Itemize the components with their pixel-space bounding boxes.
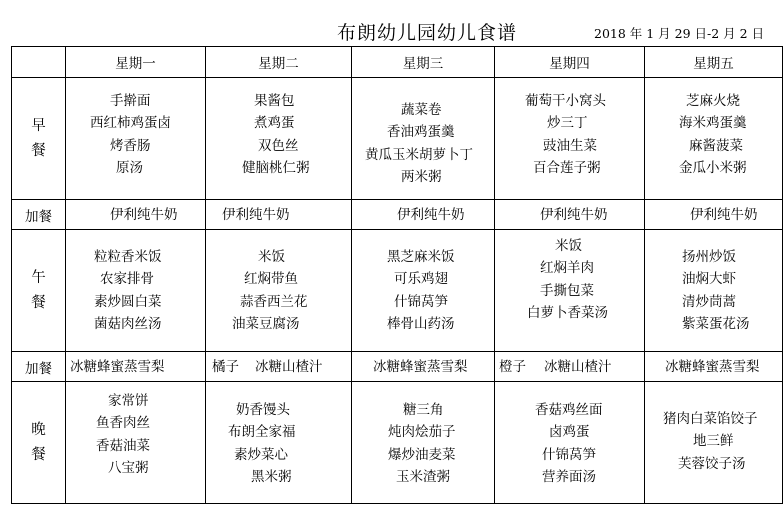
dish: 手擀面 <box>110 92 151 109</box>
dish: 炒三丁 <box>547 115 588 131</box>
meal-label-char: 餐 <box>31 294 46 311</box>
snack-item: 冰糖蜂蜜蒸雪梨 <box>373 358 468 375</box>
snack-item: 冰糖山楂汁 <box>544 358 612 375</box>
lunch-cell-thu <box>495 230 645 352</box>
meal-label-char: 餐 <box>31 142 46 159</box>
snack-label-text: 加餐 <box>25 360 52 377</box>
dinner-cell-thu <box>495 382 645 504</box>
dish: 什锦莴笋 <box>394 293 448 310</box>
dish: 健脑桃仁粥 <box>242 160 310 176</box>
snack-item: 橘子 <box>212 358 239 375</box>
menu-table <box>11 46 783 504</box>
dish: 油焖大虾 <box>682 271 736 287</box>
snack-cell-fri <box>645 200 783 230</box>
breakfast-row <box>12 78 783 200</box>
dish: 菌菇肉丝汤 <box>94 316 162 332</box>
snack-cell-mon <box>66 352 206 382</box>
snack-item: 冰糖山楂汁 <box>255 358 323 375</box>
dinner-cell-wed <box>352 382 495 504</box>
breakfast-cell-thu <box>495 78 645 200</box>
dish: 红焖带鱼 <box>244 271 298 287</box>
snack-cell-thu <box>495 200 645 230</box>
dish: 八宝粥 <box>108 460 149 476</box>
dish: 煮鸡蛋 <box>254 115 295 131</box>
dish: 营养面汤 <box>542 469 596 485</box>
meal-label-char: 午 <box>31 269 46 286</box>
dish: 什锦莴笋 <box>542 446 596 463</box>
meal-label-char: 晚 <box>31 421 46 438</box>
dish: 两米粥 <box>401 169 442 185</box>
dish: 爆炒油麦菜 <box>388 446 456 463</box>
dish: 烤香肠 <box>110 137 151 154</box>
dish: 卤鸡蛋 <box>549 424 590 440</box>
dish: 黄瓜玉米胡萝卜丁 <box>365 146 473 163</box>
dish: 百合莲子粥 <box>533 160 601 176</box>
day-header <box>206 47 352 78</box>
dish: 粒粒香米饭 <box>94 248 162 265</box>
dish: 黑芝麻米饭 <box>387 248 455 265</box>
dinner-cell-mon <box>66 382 206 504</box>
snack-label <box>12 200 66 230</box>
dish: 香菇鸡丝面 <box>535 401 603 418</box>
dish: 鱼香肉丝 <box>96 415 150 431</box>
day-header <box>495 47 645 78</box>
dish: 素炒圆白菜 <box>94 293 162 310</box>
dish: 油菜豆腐汤 <box>232 316 300 332</box>
snack-label-text: 加餐 <box>25 208 52 225</box>
snack-item: 橙子 <box>499 358 526 375</box>
dish: 素炒菜心 <box>234 446 288 463</box>
dish: 棒骨山药汤 <box>387 316 455 332</box>
snack-label <box>12 352 66 382</box>
dish: 原汤 <box>116 160 143 176</box>
snack-cell-mon <box>66 200 206 230</box>
dish: 米饭 <box>555 237 582 254</box>
dish: 布朗全家福 <box>228 424 296 440</box>
dish: 家常饼 <box>108 392 149 409</box>
dish: 紫菜蛋花汤 <box>682 316 750 332</box>
breakfast-cell-mon <box>66 78 206 200</box>
corner-cell <box>12 47 66 78</box>
dish: 蒜香西兰花 <box>240 293 308 310</box>
lunch-label <box>12 230 66 352</box>
snack-item: 冰糖蜂蜜蒸雪梨 <box>70 358 165 375</box>
lunch-row <box>12 230 783 352</box>
dish: 猪肉白菜馅饺子 <box>663 410 758 427</box>
dish: 海米鸡蛋羹 <box>679 115 747 131</box>
day-header-label: 星期五 <box>693 56 734 72</box>
date-range: 2018 年 1 月 29 日-2 月 2 日 <box>594 26 765 41</box>
snack-cell-tue <box>206 200 352 230</box>
dish: 米饭 <box>258 248 285 265</box>
dish: 香菇油菜 <box>96 437 150 454</box>
dish: 黑米粥 <box>251 469 292 485</box>
meal-label-char: 餐 <box>31 446 46 463</box>
dish: 香油鸡蛋羹 <box>387 124 455 140</box>
dish: 手撕包菜 <box>540 282 594 299</box>
breakfast-cell-fri <box>645 78 783 200</box>
dish: 奶香馒头 <box>236 401 290 418</box>
lunch-cell-wed <box>352 230 495 352</box>
dish: 芙蓉饺子汤 <box>678 455 746 472</box>
dish: 麻酱菠菜 <box>689 137 743 154</box>
dish: 地三鲜 <box>693 433 734 450</box>
dinner-cell-tue <box>206 382 352 504</box>
breakfast-cell-wed <box>352 78 495 200</box>
snack-item: 冰糖蜂蜜蒸雪梨 <box>665 358 760 375</box>
snack-item: 伊利纯牛奶 <box>110 206 178 223</box>
dish: 糖三角 <box>403 401 444 418</box>
snack-cell-tue <box>206 352 352 382</box>
dish: 金瓜小米粥 <box>679 160 747 176</box>
dish: 果酱包 <box>254 92 295 109</box>
dish: 豉油生菜 <box>543 137 597 154</box>
snack-cell-thu <box>495 352 645 382</box>
day-header <box>66 47 206 78</box>
day-header-label: 星期三 <box>402 56 444 72</box>
breakfast-label <box>12 78 66 200</box>
page-title: 布朗幼儿园幼儿食谱 <box>337 22 518 44</box>
snack-row-morning <box>12 200 783 230</box>
lunch-cell-mon <box>66 230 206 352</box>
snack-row-afternoon <box>12 352 783 382</box>
dinner-label <box>12 382 66 504</box>
dish: 双色丝 <box>258 137 299 154</box>
day-header <box>352 47 495 78</box>
breakfast-cell-tue <box>206 78 352 200</box>
dish: 芝麻火烧 <box>686 92 740 109</box>
dish: 扬州炒饭 <box>682 248 736 265</box>
dish: 红焖羊肉 <box>540 260 594 276</box>
dish: 清炒茼蒿 <box>682 293 736 310</box>
snack-item: 伊利纯牛奶 <box>540 206 608 223</box>
day-header-label: 星期一 <box>115 56 156 72</box>
lunch-cell-fri <box>645 230 783 352</box>
meal-label-char: 早 <box>31 117 46 134</box>
snack-item: 伊利纯牛奶 <box>397 206 465 223</box>
dinner-cell-fri <box>645 382 783 504</box>
dish: 农家排骨 <box>100 271 154 287</box>
dish: 可乐鸡翅 <box>394 271 448 287</box>
day-header-label: 星期四 <box>549 56 590 72</box>
dish: 葡萄干小窝头 <box>525 92 606 109</box>
snack-cell-wed <box>352 352 495 382</box>
day-header <box>645 47 783 78</box>
header-row <box>12 47 783 78</box>
day-header-label: 星期二 <box>258 56 299 72</box>
dish: 蔬菜卷 <box>401 101 442 118</box>
dish: 西红柿鸡蛋卤 <box>90 115 171 131</box>
snack-item: 伊利纯牛奶 <box>222 206 290 223</box>
dish: 白萝卜香菜汤 <box>527 305 608 321</box>
snack-cell-wed <box>352 200 495 230</box>
snack-item: 伊利纯牛奶 <box>690 206 758 223</box>
snack-cell-fri <box>645 352 783 382</box>
lunch-cell-tue <box>206 230 352 352</box>
dinner-row <box>12 382 783 504</box>
dish: 炖肉烩茄子 <box>388 424 456 440</box>
dish: 玉米渣粥 <box>396 469 450 485</box>
